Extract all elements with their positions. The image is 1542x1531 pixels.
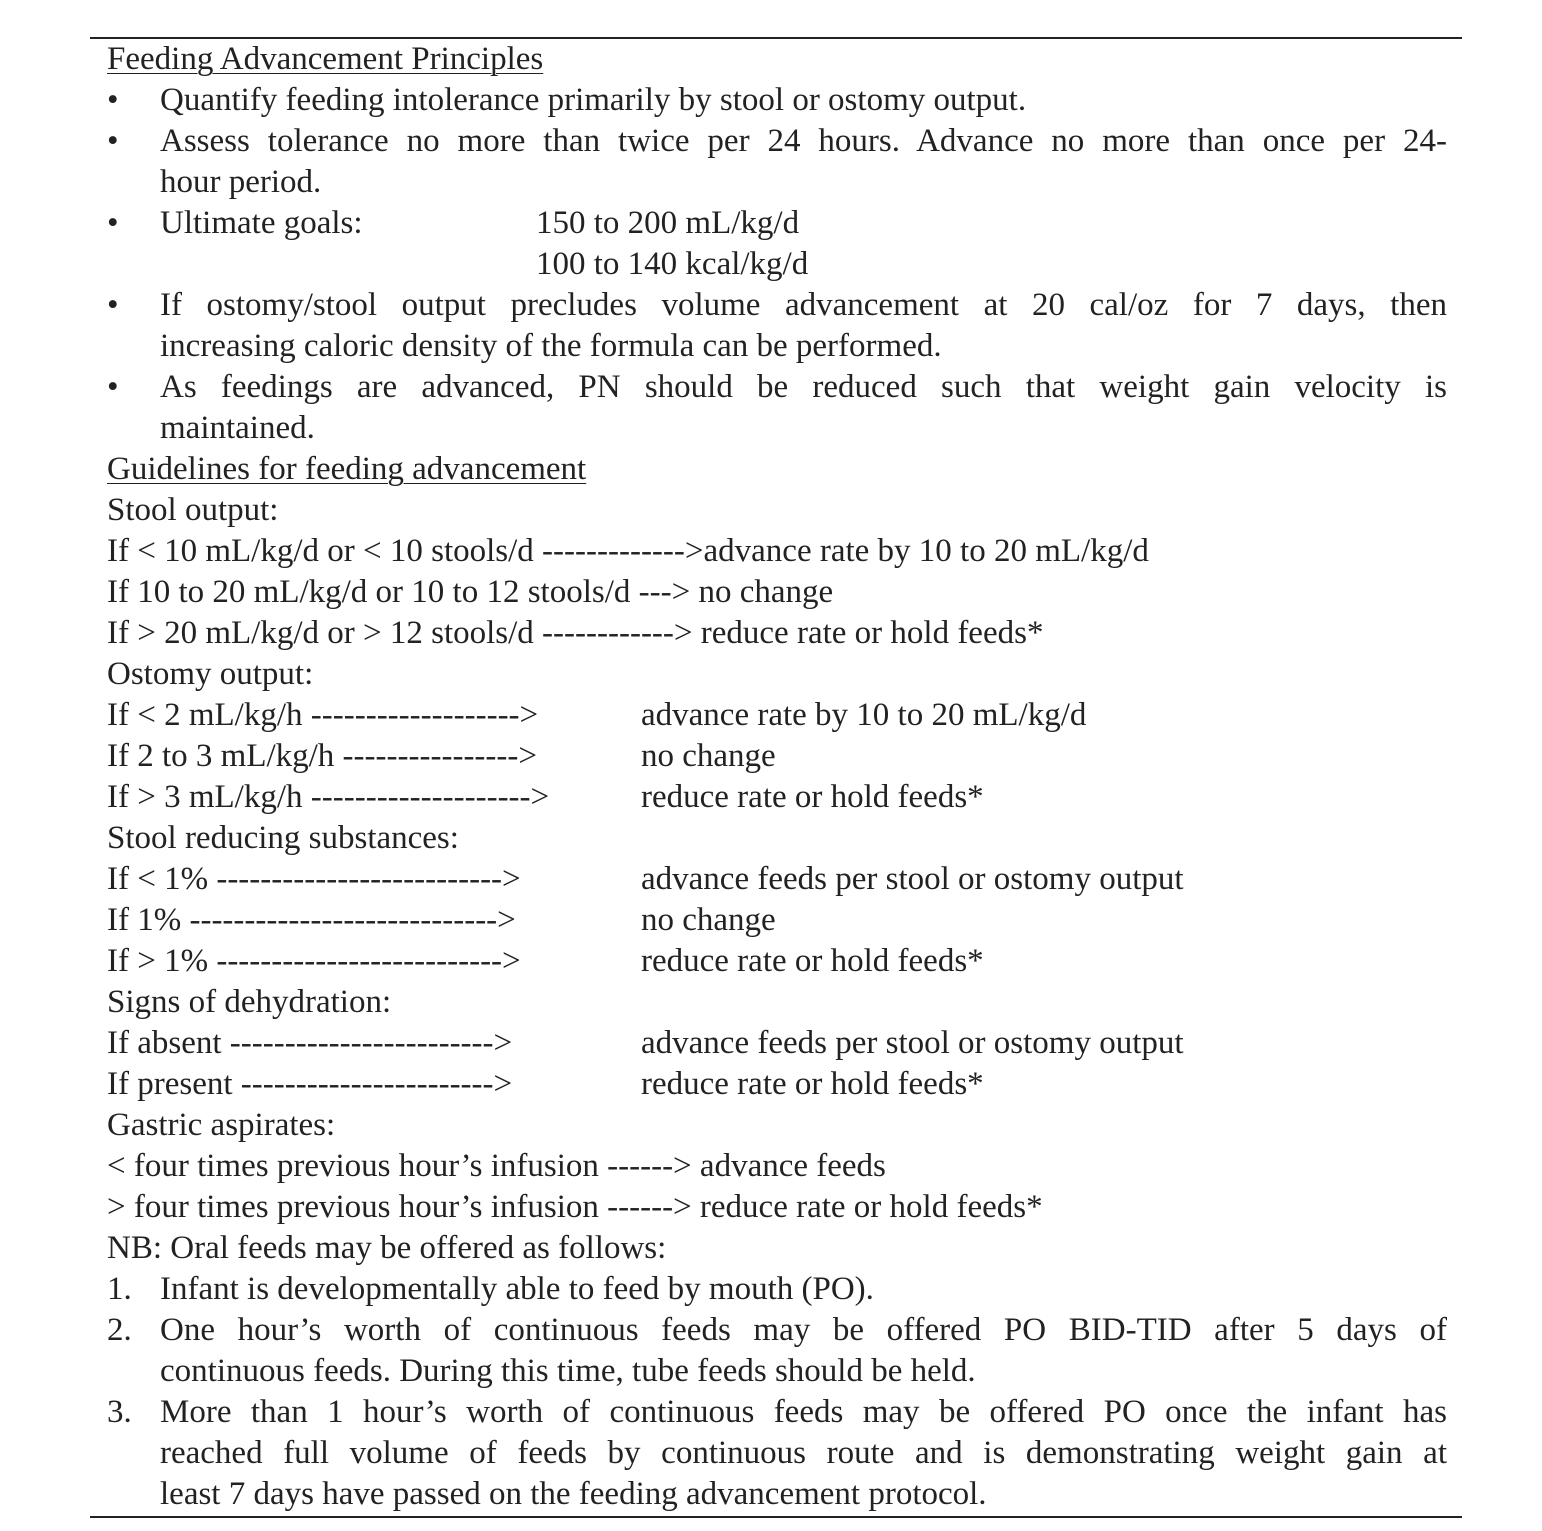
item-line: One hour’s worth of continuous feeds may be offered PO BID-TID after 5 days of bbox=[160, 1312, 1447, 1348]
guideline-row bbox=[107, 941, 1447, 982]
numbered-item bbox=[107, 1269, 1447, 1310]
action-text: advance rate by 10 to 20 mL/kg/d bbox=[641, 697, 1087, 733]
guideline-row bbox=[107, 777, 1447, 818]
guideline-line: If > 20 mL/kg/d or > 12 stools/d ------------> reduce rate or hold feeds* bbox=[107, 615, 1044, 651]
item-line: reached full volume of feeds by continuous route and is demonstrating weight gain at bbox=[160, 1435, 1447, 1471]
action-text: advance feeds per stool or ostomy output bbox=[641, 861, 1184, 897]
condition-text: If 1% ----------------------------> bbox=[107, 902, 516, 938]
guideline-line: If < 10 mL/kg/d or < 10 stools/d ------------->advance rate by 10 to 20 mL/kg/d bbox=[107, 533, 1149, 569]
guideline-line: > four times previous hour’s infusion ------> reduce rate or hold feeds* bbox=[107, 1189, 1043, 1225]
action-text: reduce rate or hold feeds* bbox=[641, 1066, 984, 1102]
condition-text: If > 1% --------------------------> bbox=[107, 943, 521, 979]
list-item bbox=[107, 80, 1447, 121]
numbered-item bbox=[107, 1310, 1447, 1392]
bullet-mark: • bbox=[107, 205, 119, 241]
action-text: no change bbox=[641, 902, 776, 938]
protocol-content bbox=[107, 39, 1447, 1515]
goals-label: Ultimate goals: bbox=[160, 205, 363, 241]
bullet-line: If ostomy/stool output precludes volume advancement at 20 cal/oz for 7 days, then bbox=[160, 287, 1447, 323]
goals-value: 150 to 200 mL/kg/d bbox=[536, 205, 800, 241]
bullet-line: maintained. bbox=[160, 410, 315, 446]
action-text: advance feeds per stool or ostomy output bbox=[641, 1025, 1184, 1061]
list-item bbox=[107, 285, 1447, 367]
item-line: More than 1 hour’s worth of continuous feeds may be offered PO once the infant has bbox=[160, 1394, 1447, 1430]
subsection-label-reducing-substances: Stool reducing substances: bbox=[107, 820, 459, 856]
action-text: no change bbox=[641, 738, 776, 774]
guideline-line: If 10 to 20 mL/kg/d or 10 to 12 stools/d ---> no change bbox=[107, 574, 834, 610]
condition-text: If < 2 mL/kg/h -------------------> bbox=[107, 697, 539, 733]
bottom-rule bbox=[90, 1516, 1462, 1518]
bullet-line: Quantify feeding intolerance primarily by stool or ostomy output. bbox=[160, 82, 1027, 118]
guideline-row bbox=[107, 859, 1447, 900]
item-number: 2. bbox=[107, 1312, 132, 1348]
item-line: continuous feeds. During this time, tube feeds should be held. bbox=[160, 1353, 976, 1389]
subsection-label-stool-output: Stool output: bbox=[107, 492, 279, 528]
subsection-label-gastric-aspirates: Gastric aspirates: bbox=[107, 1107, 336, 1143]
section-heading-guidelines: Guidelines for feeding advancement bbox=[107, 451, 587, 487]
condition-text: If 2 to 3 mL/kg/h ----------------> bbox=[107, 738, 537, 774]
list-item-goals bbox=[107, 203, 1447, 285]
action-text: reduce rate or hold feeds* bbox=[641, 779, 984, 815]
bullet-line: increasing caloric density of the formula can be performed. bbox=[160, 328, 942, 364]
guideline-row bbox=[107, 695, 1447, 736]
condition-text: If > 3 mL/kg/h --------------------> bbox=[107, 779, 550, 815]
action-text: reduce rate or hold feeds* bbox=[641, 943, 984, 979]
item-number: 3. bbox=[107, 1394, 132, 1430]
bullet-line: As feedings are advanced, PN should be reduced such that weight gain velocity is bbox=[160, 369, 1447, 405]
oral-feeds-intro: NB: Oral feeds may be offered as follows: bbox=[107, 1230, 667, 1266]
item-number: 1. bbox=[107, 1271, 132, 1307]
item-line: least 7 days have passed on the feeding advancement protocol. bbox=[160, 1476, 987, 1512]
numbered-item bbox=[107, 1392, 1447, 1515]
guideline-row bbox=[107, 1023, 1447, 1064]
section-heading-principles: Feeding Advancement Principles bbox=[107, 41, 544, 77]
goals-row bbox=[160, 244, 1447, 285]
guideline-row bbox=[107, 1064, 1447, 1105]
bullet-mark: • bbox=[107, 82, 119, 118]
guideline-row bbox=[107, 900, 1447, 941]
goals-value: 100 to 140 kcal/kg/d bbox=[536, 246, 809, 282]
condition-text: If < 1% --------------------------> bbox=[107, 861, 521, 897]
guideline-row bbox=[107, 736, 1447, 777]
list-item bbox=[107, 367, 1447, 449]
condition-text: If present -----------------------> bbox=[107, 1066, 513, 1102]
subsection-label-ostomy-output: Ostomy output: bbox=[107, 656, 314, 692]
goals-row bbox=[160, 203, 1447, 244]
bullet-line: hour period. bbox=[160, 164, 322, 200]
list-item bbox=[107, 121, 1447, 203]
bullet-mark: • bbox=[107, 369, 119, 405]
guideline-line: < four times previous hour’s infusion ------> advance feeds bbox=[107, 1148, 886, 1184]
item-line: Infant is developmentally able to feed by mouth (PO). bbox=[160, 1271, 874, 1307]
bullet-mark: • bbox=[107, 287, 119, 323]
bullet-line: Assess tolerance no more than twice per 24 hours. Advance no more than once per 24- bbox=[160, 123, 1447, 159]
condition-text: If absent ------------------------> bbox=[107, 1025, 513, 1061]
subsection-label-dehydration: Signs of dehydration: bbox=[107, 984, 392, 1020]
bullet-mark: • bbox=[107, 123, 119, 159]
